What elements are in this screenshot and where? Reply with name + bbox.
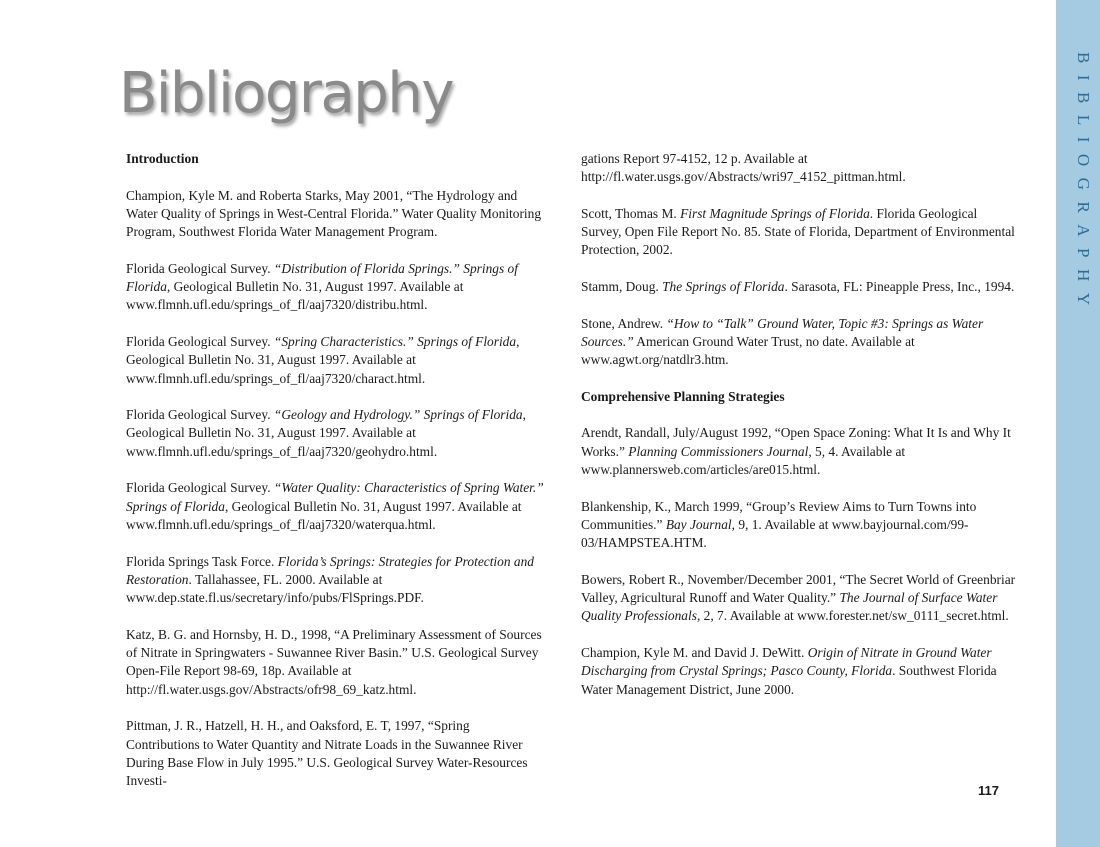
entry-text: . Florida Geological Survey, Open File Report No. 85. State of Florida, Department of Environmental Protection, 2002. [581,205,1015,258]
entry-text: , Geological Bulletin No. 31, August 1997. Available at www.flmnh.ufl.edu/springs_of_fl/aaj7320/geohydro.html. [126,407,526,459]
bibliography-entry [581,315,1021,370]
entry-title: The Springs of Florida [662,279,785,295]
bibliography-entry [126,479,544,534]
bibliography-entry [581,644,1021,699]
bibliography-entry: Katz, B. G. and Hornsby, H. D., 1998, “A Preliminary Assessment of Sources of Nitrate in Springwaters - Suwannee River Basin.” U.S. Geological Survey Open-File Report 98-69, 18p. Available at http://fl.water.usgs.gov/Abstracts/ofr98_69_katz.html. [126,626,542,697]
bibliography-entry [581,498,1021,553]
side-tab-label: BIBLIOGRAPHY [1074,52,1093,317]
bibliography-entry [581,571,1021,626]
entry-text: Stone, Andrew. [581,315,667,331]
bibliography-entry [126,553,544,608]
bibliography-entry [126,333,544,388]
bibliography-entry [126,406,544,461]
entry-text: , 9, 1. Available at www.bayjournal.com/99-03/HAMPSTEA.HTM. [581,516,969,551]
entry-title: First Magnitude Springs of Florida [680,205,870,221]
bibliography-entry-continued: gations Report 97-4152, 12 p. Available at http://fl.water.usgs.gov/Abstracts/wri97_4152_pittman.html. [581,151,906,185]
page-title: Bibliography [119,61,453,126]
right-column [581,150,1021,699]
entry-text: Champion, Kyle M. and David J. DeWitt. [581,645,808,661]
bibliography-entry: Champion, Kyle M. and Roberta Starks, May 2001, “The Hydrology and Water Quality of Springs in West-Central Florida.” Water Quality Monitoring Program, Southwest Florida Water Management Program. [126,187,542,240]
entry-text: Florida Geological Survey. [126,480,274,496]
entry-text: Florida Geological Survey. [126,333,274,349]
entry-text: , Geological Bulletin No. 31, August 1997. Available at www.flmnh.ufl.edu/springs_of_fl/aaj7320/distribu.html. [126,279,464,313]
entry-text: . Tallahassee, FL. 2000. Available at www.dep.state.fl.us/secretary/info/pubs/FlSprings.PDF. [126,571,424,606]
entry-title: “Water Quality: Characteristics of Spring Water.” Springs of Florida [126,480,544,514]
entry-text: Stamm, Doug. [581,279,663,295]
entry-title: “Distribution of Florida Springs.” Springs of Florida [126,260,518,295]
entry-title: The Journal of Surface Water Quality Professionals [581,590,998,624]
entry-text: Scott, Thomas M. [581,205,681,221]
page-number: 117 [978,783,999,798]
entry-title: “How to “Talk” Ground Water, Topic #3: Springs as Water Sources.” [581,315,984,349]
entry-title: Florida’s Springs: Strategies for Protection and Restoration [126,553,534,587]
entry-text: . Sarasota, FL: Pineapple Press, Inc., 1994. [784,279,1015,295]
entry-text: Bowers, Robert R., November/December 2001, “The Secret World of Greenbriar Valley, Agricultural Runoff and Water Quality.” [581,571,1016,606]
entry-text: Florida Springs Task Force. [126,553,278,569]
entry-text: , 2, 7. Available at www.forester.net/sw_0111_secret.html. [696,608,1009,624]
left-column [126,150,544,790]
entry-title: “Spring Characteristics.” Springs of Florida [273,333,517,349]
entry-text: . Southwest Florida Water Management District, June 2000. [581,663,997,697]
entry-text: , Geological Bulletin No. 31, August 1997. Available at www.flmnh.ufl.edu/springs_of_fl/aaj7320/charact.html. [126,333,520,386]
bibliography-entry: Pittman, J. R., Hatzell, H. H., and Oaksford, E. T, 1997, “Spring Contributions to Water Quantity and Nitrate Loads in the Suwannee River During Base Flow in July 1995.” U.S. Geological Survey Water-Resources Investi- [126,718,528,789]
bibliography-entry [581,205,1021,260]
entry-title: Planning Commissioners Journal [628,443,809,459]
entry-title: Origin of Nitrate in Ground Water Discharging from Crystal Springs; Pasco County, Florida [581,645,992,679]
section-heading-introduction: Introduction [126,151,199,166]
entry-text: American Ground Water Trust, no date. Available at www.agwt.org/natdlr3.htm. [581,333,915,368]
entry-text: , 5, 4. Available at www.plannersweb.com/articles/are015.html. [581,443,906,478]
bibliography-entry [581,278,1021,296]
entry-text: Florida Geological Survey. [126,407,274,423]
entry-text: , Geological Bulletin No. 31, August 1997. Available at www.flmnh.ufl.edu/springs_of_fl/aaj7320/waterqua.html. [126,498,522,532]
section-heading-comprehensive-planning: Comprehensive Planning Strategies [581,388,785,404]
entry-title: Bay Journal [665,516,732,532]
bibliography-entry [126,260,544,315]
entry-text: Arendt, Randall, July/August 1992, “Open Space Zoning: What It Is and Why It Works.” [581,425,1011,459]
entry-title: “Geology and Hydrology.” Springs of Florida [273,407,523,423]
entry-text: Blankenship, K., March 1999, “Group’s Review Aims to Turn Towns into Communities.” [581,498,977,532]
bibliography-entry [581,424,1021,479]
entry-text: Florida Geological Survey. [126,260,274,276]
